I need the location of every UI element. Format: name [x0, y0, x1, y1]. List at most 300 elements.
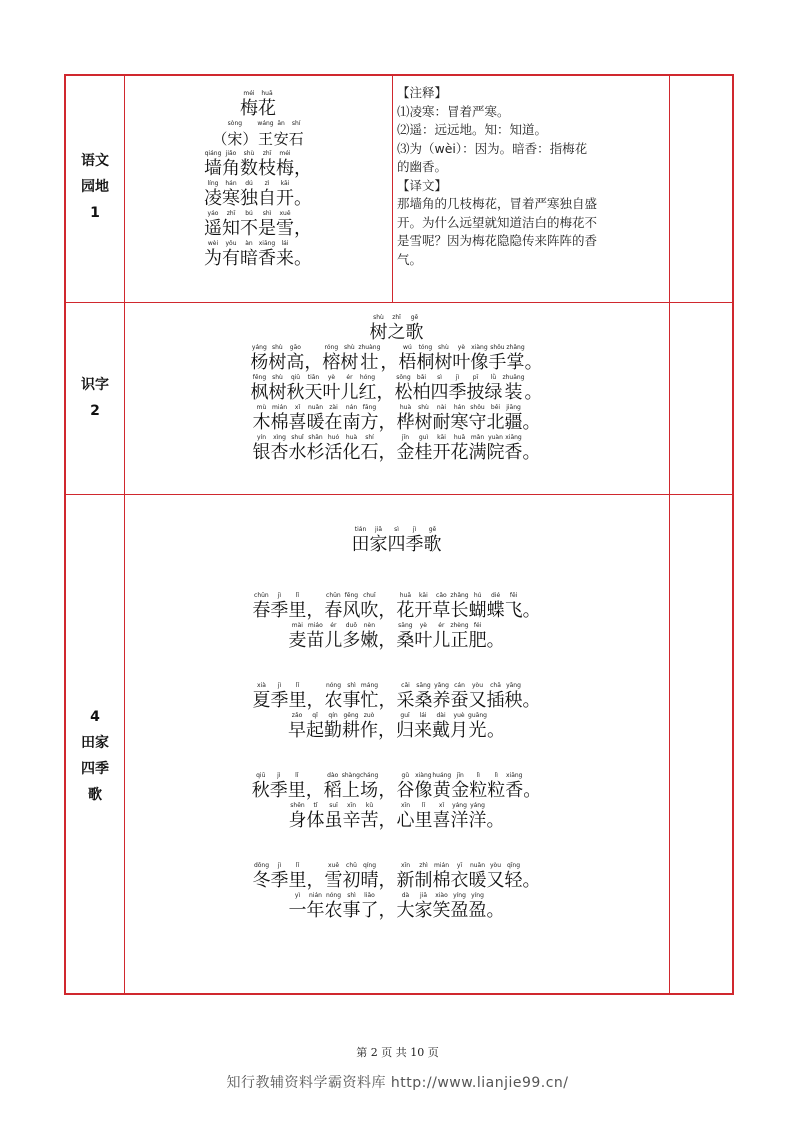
hanzi: 绿	[484, 382, 503, 403]
poem-line	[124, 712, 669, 742]
char-unit	[294, 210, 312, 240]
hanzi: 季	[269, 780, 288, 801]
pinyin: mián	[272, 404, 287, 411]
label-line: 歌	[88, 787, 102, 803]
hanzi: 梧	[398, 352, 417, 373]
char-unit	[398, 344, 416, 374]
char-unit	[306, 712, 324, 742]
pinyin: ān	[277, 120, 285, 127]
char-unit	[271, 404, 289, 434]
char-unit	[322, 344, 340, 374]
hanzi: ，	[378, 600, 397, 621]
char-unit	[433, 682, 451, 712]
hanzi: 开	[276, 188, 294, 209]
char-unit	[523, 404, 541, 434]
char-unit	[276, 210, 294, 240]
char-unit	[415, 892, 433, 922]
hanzi: 体	[306, 810, 325, 831]
char-unit	[289, 682, 307, 712]
char-unit	[466, 374, 484, 404]
hanzi: ，	[380, 352, 399, 373]
hanzi: 暖	[468, 870, 487, 891]
hanzi: 角	[222, 158, 240, 179]
hanzi: 枝	[258, 158, 276, 179]
pinyin: yǎng	[434, 682, 449, 689]
hanzi: 香	[504, 442, 523, 463]
poem-line	[124, 862, 669, 892]
pinyin: yíng	[453, 892, 466, 899]
pinyin: kāi	[280, 180, 290, 187]
char-unit	[396, 622, 414, 652]
hanzi: ，	[378, 630, 397, 651]
hanzi: 虽	[324, 810, 343, 831]
pinyin: jiā	[419, 892, 427, 899]
char-unit	[325, 682, 343, 712]
hanzi: 稻	[323, 780, 342, 801]
char-unit	[451, 772, 469, 802]
pinyin: lǐ	[295, 772, 299, 779]
column-divider	[669, 76, 670, 993]
pinyin: jì	[277, 592, 282, 599]
poem-author	[124, 120, 392, 150]
char-unit	[271, 434, 289, 464]
pinyin: zǎo	[291, 712, 303, 719]
poem-line	[124, 682, 669, 712]
hanzi: 洋	[450, 810, 469, 831]
char-unit	[361, 434, 379, 464]
char-unit	[361, 404, 379, 434]
pinyin: àn	[245, 240, 253, 247]
char-unit	[378, 772, 396, 802]
poem-line	[124, 434, 669, 464]
pinyin: sōng	[396, 374, 411, 381]
char-unit	[388, 314, 406, 344]
hanzi: 初	[342, 870, 361, 891]
hanzi: 桑	[396, 630, 415, 651]
pinyin: qiū	[256, 772, 266, 779]
pinyin: yè	[327, 374, 336, 381]
pinyin: lái	[281, 240, 289, 247]
pinyin: tóng	[418, 344, 433, 351]
char-unit	[240, 240, 258, 270]
pinyin: yuè	[453, 712, 465, 719]
hanzi: ，	[378, 720, 397, 741]
hanzi: 身	[288, 810, 307, 831]
char-unit	[506, 344, 524, 374]
char-unit	[360, 592, 378, 622]
pinyin: guāng	[468, 712, 487, 719]
hanzi: 雪	[324, 870, 343, 891]
pinyin: wú	[403, 344, 412, 351]
pinyin: huà	[399, 404, 412, 411]
pinyin: zhī	[392, 314, 401, 321]
hanzi: 叶	[414, 630, 433, 651]
pinyin: ér	[346, 374, 353, 381]
hanzi: 盈	[468, 900, 487, 921]
hanzi: 有	[222, 248, 240, 269]
char-unit	[227, 120, 242, 150]
annotation-block	[397, 84, 669, 269]
char-unit	[288, 712, 306, 742]
note-line: 【译文】	[397, 177, 448, 193]
pinyin: zhèng	[450, 622, 469, 629]
char-unit	[289, 802, 307, 832]
pinyin: jīn	[456, 772, 464, 779]
hanzi: 桐	[416, 352, 435, 373]
label-line: 园地	[81, 179, 109, 195]
hanzi: 疆	[504, 412, 523, 433]
hanzi: 杉	[306, 442, 325, 463]
hanzi: ，	[378, 412, 397, 433]
char-unit	[361, 802, 379, 832]
hanzi: 红	[358, 382, 377, 403]
char-unit	[394, 374, 412, 404]
hanzi: ，	[378, 810, 397, 831]
pinyin: lái	[419, 712, 427, 719]
char-unit	[525, 374, 543, 404]
pinyin: lì	[494, 772, 498, 779]
hanzi: 。	[522, 870, 541, 891]
char-unit	[343, 434, 361, 464]
char-unit	[294, 240, 312, 270]
hanzi: 树	[414, 412, 433, 433]
pinyin: lǐ	[421, 802, 426, 809]
char-unit	[325, 862, 343, 892]
char-unit	[325, 892, 343, 922]
pinyin: chū	[346, 862, 357, 869]
char-unit	[343, 862, 361, 892]
hanzi: 梅	[276, 158, 294, 179]
char-unit	[324, 712, 342, 742]
char-unit	[451, 682, 469, 712]
pinyin: xīn	[346, 802, 357, 809]
poem-line	[124, 150, 392, 180]
pinyin: sāng	[398, 622, 413, 629]
hanzi: 喜	[288, 412, 307, 433]
pinyin: shǒu	[470, 404, 485, 411]
hanzi: 起	[306, 720, 325, 741]
char-unit	[379, 802, 397, 832]
char-unit	[360, 712, 378, 742]
char-unit	[360, 622, 378, 652]
char-unit	[487, 434, 505, 464]
pinyin: shù	[438, 344, 449, 351]
hanzi: 开	[414, 600, 433, 621]
hanzi: 来	[276, 248, 294, 269]
char-unit	[487, 802, 505, 832]
char-unit	[370, 526, 388, 556]
char-unit	[361, 892, 379, 922]
hanzi: 年	[306, 900, 325, 921]
char-unit	[397, 434, 415, 464]
char-unit	[487, 892, 505, 922]
char-unit	[288, 772, 306, 802]
label-line: 田家	[81, 735, 109, 751]
char-unit	[396, 712, 414, 742]
pinyin: hú	[473, 592, 482, 599]
pinyin: nóng	[325, 682, 342, 689]
hanzi: 院	[486, 442, 505, 463]
char-unit	[325, 802, 343, 832]
char-unit	[505, 434, 523, 464]
hanzi: 家	[369, 534, 388, 555]
hanzi: 暗	[240, 248, 258, 269]
hanzi: 插	[486, 690, 505, 711]
char-unit	[469, 772, 487, 802]
hanzi: 苗	[306, 630, 325, 651]
row-label-3	[66, 704, 124, 808]
hanzi: 轻	[504, 870, 523, 891]
char-unit	[484, 374, 502, 404]
note-line: 开。为什么远望就知道洁白的梅花不	[397, 214, 598, 230]
char-unit	[343, 404, 361, 434]
hanzi: 开	[432, 442, 451, 463]
char-unit	[288, 622, 306, 652]
pinyin: sì	[394, 526, 399, 533]
char-unit	[325, 434, 343, 464]
hanzi: 棉	[270, 412, 289, 433]
hanzi: 香	[505, 780, 524, 801]
pinyin: féi	[473, 622, 482, 629]
char-unit	[204, 210, 222, 240]
poem-line	[124, 240, 392, 270]
poem-line	[124, 404, 669, 434]
char-unit	[488, 344, 506, 374]
pinyin: hóng	[359, 374, 376, 381]
char-unit	[379, 682, 397, 712]
char-unit	[380, 344, 398, 374]
char-unit	[294, 180, 312, 210]
char-unit	[487, 862, 505, 892]
char-unit	[452, 344, 470, 374]
pinyin: dà	[401, 892, 410, 899]
hanzi: 归	[396, 720, 415, 741]
char-unit	[505, 862, 523, 892]
hanzi: 南	[342, 412, 361, 433]
hanzi: 化	[342, 442, 361, 463]
char-unit	[324, 772, 342, 802]
hanzi: 耕	[342, 720, 361, 741]
char-unit	[448, 374, 466, 404]
hanzi: 花	[396, 600, 415, 621]
char-unit	[222, 210, 240, 240]
hanzi: 。	[294, 248, 312, 269]
char-unit	[523, 592, 541, 622]
hanzi: 墙	[204, 158, 222, 179]
pinyin: yíng	[471, 892, 484, 899]
char-unit	[416, 344, 434, 374]
hanzi: 麦	[288, 630, 307, 651]
note-line: ⑴凌寒：冒着严寒。	[397, 103, 510, 119]
char-unit	[469, 434, 487, 464]
hanzi: 安	[273, 130, 289, 148]
char-unit	[406, 526, 424, 556]
pinyin: cǎo	[436, 592, 447, 599]
char-unit	[340, 344, 358, 374]
char-unit	[352, 526, 370, 556]
char-unit	[358, 344, 380, 374]
hanzi: 。	[486, 810, 505, 831]
hanzi: 暖	[306, 412, 325, 433]
char-unit	[525, 344, 543, 374]
hanzi: 蝴	[468, 600, 487, 621]
pinyin: sì	[437, 374, 442, 381]
hanzi: 秋	[286, 382, 305, 403]
hanzi: 为	[204, 248, 222, 269]
hanzi: 装	[504, 382, 523, 403]
hanzi: 叶	[322, 382, 341, 403]
label-line: 四季	[81, 761, 109, 777]
char-unit	[252, 772, 270, 802]
hanzi: 独	[240, 188, 258, 209]
poem-title	[124, 526, 669, 556]
char-unit	[523, 862, 541, 892]
char-unit	[222, 180, 240, 210]
char-unit	[212, 120, 227, 150]
hanzi: （	[212, 130, 228, 148]
char-unit	[268, 374, 286, 404]
pinyin: xiào	[435, 892, 448, 899]
hanzi: 来	[414, 720, 433, 741]
pinyin: shuǐ	[291, 434, 304, 441]
pinyin: méi	[243, 90, 255, 97]
char-unit	[274, 120, 289, 150]
hanzi: 金	[451, 780, 470, 801]
pinyin: zuò	[363, 712, 375, 719]
char-unit	[505, 404, 523, 434]
poem-line	[124, 772, 669, 802]
hanzi: 雪	[276, 218, 294, 239]
char-unit	[307, 802, 325, 832]
hanzi: 像	[470, 352, 489, 373]
hanzi: 戴	[432, 720, 451, 741]
hanzi: 草	[432, 600, 451, 621]
char-unit	[307, 892, 325, 922]
char-unit	[306, 772, 324, 802]
char-unit	[258, 90, 276, 120]
char-unit	[451, 404, 469, 434]
label-line: 语文	[81, 153, 109, 169]
char-unit	[414, 622, 432, 652]
char-unit	[451, 434, 469, 464]
hanzi: ，	[304, 352, 323, 373]
hanzi: 桑	[414, 690, 433, 711]
hanzi: 。	[486, 900, 505, 921]
hanzi: 春	[252, 600, 271, 621]
hanzi: 新	[396, 870, 415, 891]
hanzi: 了	[360, 900, 379, 921]
poem-tree-song	[124, 314, 669, 464]
char-unit	[487, 592, 505, 622]
pinyin: xiāng	[258, 240, 276, 247]
pinyin: shù	[418, 404, 429, 411]
row-label-2	[66, 372, 124, 424]
hanzi: 盈	[450, 900, 469, 921]
pinyin: xuě	[279, 210, 291, 217]
char-unit	[286, 374, 304, 404]
char-unit	[487, 772, 505, 802]
hanzi: 心	[396, 810, 415, 831]
char-unit	[240, 210, 258, 240]
hanzi: 里	[287, 780, 306, 801]
hanzi: 儿	[340, 382, 359, 403]
pinyin: yè	[419, 622, 427, 629]
pinyin: yì	[294, 892, 301, 899]
pinyin: líng	[207, 180, 219, 187]
hanzi: 遥	[204, 218, 222, 239]
pinyin: wèi	[207, 240, 219, 247]
char-unit	[376, 374, 394, 404]
hanzi: 蝶	[486, 600, 505, 621]
char-unit	[271, 682, 289, 712]
char-unit	[307, 404, 325, 434]
char-unit	[379, 862, 397, 892]
char-unit	[396, 772, 414, 802]
char-unit	[268, 344, 286, 374]
hanzi: 高	[286, 352, 305, 373]
pinyin: xīn	[400, 862, 411, 869]
pinyin: chā	[490, 682, 501, 689]
pinyin: bǎi	[416, 374, 427, 381]
hanzi: 寒	[450, 412, 469, 433]
pinyin: zhǎng	[450, 592, 469, 599]
char-unit	[289, 892, 307, 922]
pinyin: huā	[399, 592, 412, 599]
hanzi: 季	[448, 382, 467, 403]
hanzi: ，	[305, 780, 324, 801]
pinyin: dào	[327, 772, 339, 779]
pinyin: lǐ	[295, 682, 300, 689]
pinyin: chūn	[326, 592, 341, 599]
char-unit	[523, 772, 541, 802]
hanzi: 香	[258, 248, 276, 269]
char-unit	[415, 862, 433, 892]
hanzi: 银	[252, 442, 271, 463]
char-unit	[505, 592, 523, 622]
poem-line	[124, 622, 669, 652]
hanzi: 木	[252, 412, 271, 433]
char-unit	[343, 892, 361, 922]
hanzi: 花	[258, 98, 276, 119]
row-label-1	[66, 148, 124, 226]
hanzi: 里	[288, 870, 307, 891]
char-unit	[502, 374, 524, 404]
pinyin: shù	[343, 344, 355, 351]
hanzi: 肥	[468, 630, 487, 651]
char-unit	[289, 434, 307, 464]
pinyin: zhuāng	[502, 374, 525, 381]
pinyin: kāi	[418, 592, 428, 599]
hanzi: 北	[486, 412, 505, 433]
char-unit	[304, 344, 322, 374]
char-unit	[412, 374, 430, 404]
char-unit	[270, 772, 288, 802]
hanzi: 树	[340, 352, 359, 373]
hanzi: 秋	[251, 780, 270, 801]
char-unit	[523, 682, 541, 712]
char-unit	[378, 592, 396, 622]
char-unit	[469, 592, 487, 622]
pinyin: shì	[347, 682, 356, 689]
pinyin: shì	[347, 892, 356, 899]
char-unit	[388, 526, 406, 556]
label-line: 2	[90, 403, 100, 419]
char-unit	[523, 434, 541, 464]
char-unit	[469, 682, 487, 712]
pinyin: dài	[436, 712, 446, 719]
char-unit	[432, 622, 450, 652]
pinyin: suī	[329, 802, 338, 809]
